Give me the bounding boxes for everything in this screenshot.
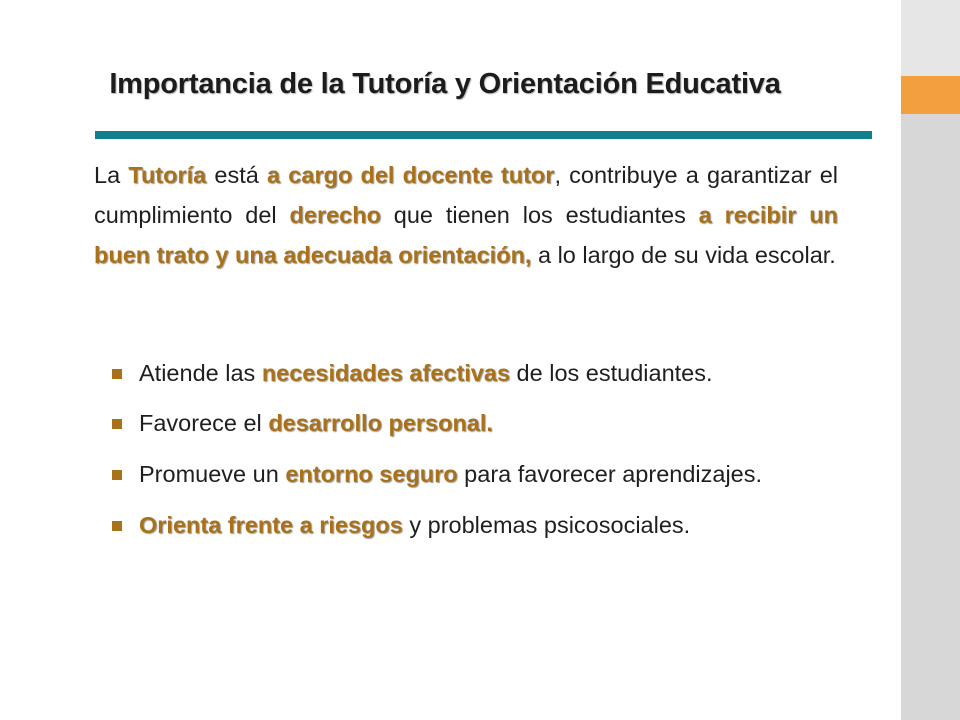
- bullet-text: Atiende las: [139, 360, 262, 386]
- square-bullet-icon: [112, 470, 122, 480]
- list-item: [112, 410, 838, 437]
- list-item: [112, 461, 838, 488]
- bullet-highlight: Orienta frente a riesgos: [139, 512, 403, 538]
- bullet-text: para favorecer aprendizajes.: [457, 461, 763, 487]
- intro-text: que tienen los estudiantes: [380, 202, 699, 228]
- sidebar-top-panel: [901, 0, 960, 76]
- bullet-highlight: entorno seguro: [285, 461, 458, 487]
- intro-highlight: a recibir un buen trato y una adecuada orientación,: [94, 202, 838, 268]
- intro-text: está: [206, 162, 268, 188]
- intro-text: a lo largo de su vida escolar.: [531, 242, 836, 268]
- intro-highlight: Tutoría: [128, 162, 207, 188]
- intro-text: La: [94, 162, 129, 188]
- square-bullet-icon: [112, 419, 122, 429]
- sidebar-accent-block: [901, 76, 960, 114]
- bullet-highlight: desarrollo personal.: [268, 410, 493, 436]
- intro-text: , contribuye a garantizar el cumplimiento del: [94, 162, 839, 228]
- title-divider: [95, 131, 872, 139]
- bullet-text: Promueve un: [139, 461, 286, 487]
- bullet-text: y problemas psicosociales.: [402, 512, 691, 538]
- list-item: [112, 360, 838, 387]
- bullet-text: de los estudiantes.: [510, 360, 713, 386]
- slide-sidebar: [901, 0, 960, 720]
- bullet-highlight: necesidades afectivas: [261, 360, 511, 386]
- square-bullet-icon: [112, 369, 122, 379]
- list-item: [112, 512, 838, 539]
- intro-paragraph: [94, 155, 838, 275]
- bullet-list: [112, 360, 838, 539]
- intro-highlight: derecho: [289, 202, 381, 228]
- bullet-text: Favorece el: [139, 410, 269, 436]
- intro-highlight: a cargo del docente tutor: [267, 162, 555, 188]
- square-bullet-icon: [112, 521, 122, 531]
- slide-title: Importancia de la Tutoría y Orientación Educativa: [109, 68, 781, 100]
